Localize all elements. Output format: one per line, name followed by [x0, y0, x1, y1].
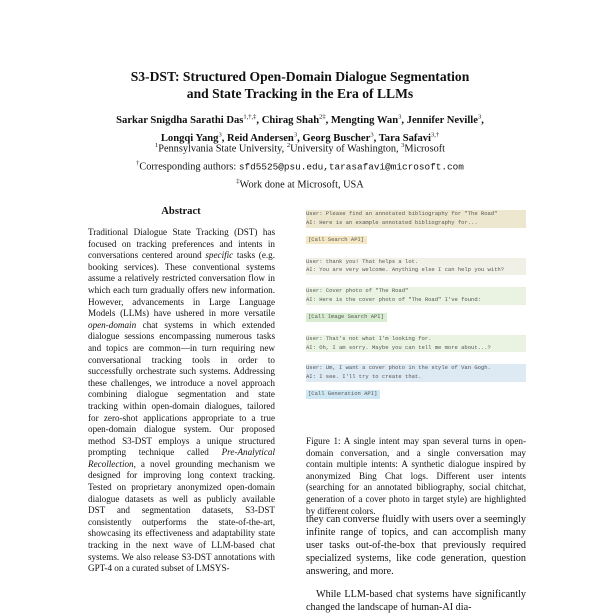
- paper-title: [60, 68, 540, 102]
- title-line-2: and State Tracking in the Era of LLMs: [186, 86, 414, 101]
- author: Tara Safavi$^{3,\dagger}$: [378, 131, 440, 144]
- figure-1-dialogue: [306, 210, 526, 420]
- author: Reid Andersen$^3$,: [227, 131, 303, 144]
- dialogue-line: AI: I see. I'll try to create that.: [306, 373, 526, 382]
- dialogue-line: User: Cover photo of "The Road": [306, 287, 526, 296]
- api-call-tag: [Call Generation API]: [306, 390, 380, 399]
- author: Mengting Wan$^3$,: [330, 113, 407, 126]
- dialogue-line: AI: Here is an example annotated bibliography for...: [306, 219, 526, 228]
- corresponding-authors-line: †Corresponding authors: sfd5525@psu.edu,tarasafavi@microsoft.com: [136, 159, 464, 173]
- dialogue-turn: [306, 287, 526, 323]
- dialogue-turn: [306, 364, 526, 400]
- dialogue-line: User: thank you! That helps a lot.: [306, 258, 526, 267]
- author: Georg Buscher$^3$,: [302, 131, 379, 144]
- dialogue-line: AI: Here is the cover photo of "The Road" I've found:: [306, 296, 526, 305]
- dialogue-line: AI: You are very welcome. Anything else I can help you with?: [306, 266, 526, 275]
- figure-caption: Figure 1: A single intent may span several turns in open-domain conversation, and a single conversation may contain multiple intents: A synthetic dialogue inspired by anonymized Bing Chat logs. Different user intents (searching for an annotated bibliography, social chitchat, generation of a cover photo in target style) are highlighted by different colors.: [306, 436, 526, 516]
- author: Chirag Shah$^{2\ddagger}$,: [261, 113, 331, 126]
- author: Longqi Yang$^3$,: [160, 131, 228, 144]
- abstract-body: Traditional Dialogue State Tracking (DST) has focused on tracking preferences and intents in conversations centered around specific tasks (e.g. booking services). These conventional systems assume a relatively restricted conversation flow in which each turn gradually offers new information. However, advancements in Large Language Models (LLMs) have ushered in more versatile open-domain chat systems in which extended dialogue sessions encompassing numerous tasks and topics are common—in turn requiring new conversational tracking tools in order to successfully orchestrate such systems. Addressing these challenges, we introduce a novel approach combining dialogue segmentation and state tracking within open-domain dialogues, tailored for zero-shot applications appropriate to a true open-domain dialogue system. Our proposed method S3-DST employs a unique structured prompting technique called Pre-Analytical Recollection, a novel grounding mechanism we designed for improving long context tracking. Tested on proprietary anonymized open-domain dialogue datasets as well as publicly available DST and segmentation datasets, S3-DST consistently outperforms the state-of-the-art, showcasing its effectiveness and adaptability state tracking in the next wave of LLM-based chat systems. We also release S3-DST annotations with GPT-4 on a curated subset of LMSYS-: [88, 227, 275, 574]
- body-text-right: [306, 513, 526, 613]
- email-link[interactable]: sfd5525@psu.edu: [238, 161, 324, 173]
- api-call-tag: [Call Image Search API]: [306, 313, 387, 322]
- dialogue-turn: [306, 258, 526, 276]
- dialogue-line: User: Please find an annotated bibliography for "The Road": [306, 210, 526, 219]
- dialogue-turn: [306, 335, 526, 353]
- dialogue-turn: [306, 210, 526, 246]
- email-link[interactable]: tarasafavi@microsoft.com: [328, 161, 464, 173]
- dialogue-line: User: That's not what I'm looking for.: [306, 335, 526, 344]
- work-note-line: ‡Work done at Microsoft, USA: [236, 177, 364, 191]
- abstract-heading: Abstract: [161, 206, 201, 217]
- affiliations: [60, 139, 540, 193]
- affiliation-line: $^1$Pennsylvania State University, $^2$University of Washington, $^3$Microsoft: [154, 142, 446, 155]
- title-line-1: S3-DST: Structured Open-Domain Dialogue Segmentation: [130, 69, 470, 84]
- paragraph: they can converse fluidly with users over a seemingly infinite range of topics, and can accomplish many user tasks out-of-the-box that previously required specialized systems, like code generation, question answering, and more.: [306, 514, 526, 577]
- api-call-tag: [Call Search API]: [306, 236, 367, 245]
- dialogue-line: User: Um, I want a cover photo in the style of Van Gogh.: [306, 364, 526, 373]
- paragraph: While LLM-based chat systems have significantly changed the landscape of human-AI dia-: [306, 589, 526, 613]
- author: Jennifer Neville$^3$,: [406, 113, 484, 126]
- author: Sarkar Snigdha Sarathi Das$^{1,\dagger,\ddagger}$,: [116, 113, 262, 126]
- dialogue-line: AI: Oh, I am sorry. Maybe you can tell me more about...?: [306, 344, 526, 353]
